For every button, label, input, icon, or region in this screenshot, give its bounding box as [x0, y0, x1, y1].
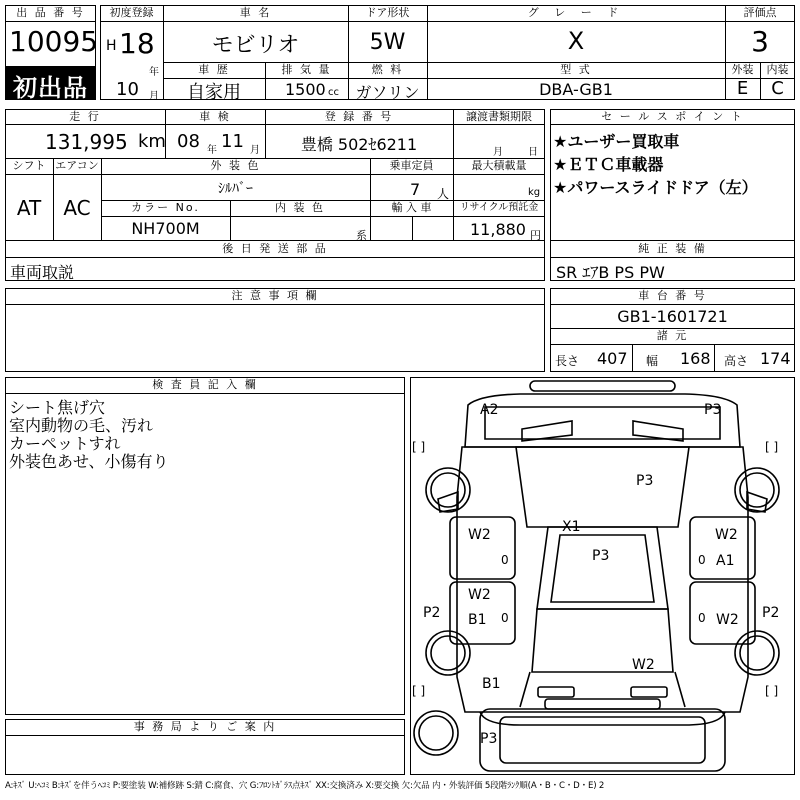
name-header: 車 名	[239, 6, 272, 19]
reg-year: 18	[119, 27, 155, 60]
recycle-fee: 11,880	[470, 220, 526, 239]
dims-header: 諸 元	[656, 329, 689, 342]
model-header: 型 式	[560, 63, 592, 76]
inspection-year: 08	[177, 131, 200, 152]
height-label: 高さ	[724, 354, 749, 368]
inspector-line: シート焦げ穴	[9, 398, 106, 417]
damage-mark: P3	[636, 473, 654, 489]
height: 174	[760, 349, 791, 368]
mileage: 131,995	[45, 130, 128, 154]
inspector-line: 室内動物の毛、汚れ	[9, 416, 154, 435]
genuine-header: 純 正 装 備	[638, 242, 707, 255]
legend: A:ｷｽﾞ U:ﾍｺﾐ B:ｷｽﾞを伴うﾍｺﾐ P:要塗装 W:補修跡 S:錆 C:腐食、穴 G:ﾌﾛﾝﾄｶﾞﾗｽ点ｷｽﾞ XX:交換済み X:要交換 欠:欠品 内・外装評価 5段階ﾗﾝｸ順(A・B・C・D・E) 2	[5, 781, 605, 791]
inspection-header: 車 検	[199, 110, 231, 123]
sales-point: ★ＥＴＣ車載器	[553, 155, 664, 174]
reg-month-unit: 月	[149, 91, 159, 102]
model-code: DBA-GB1	[539, 80, 613, 99]
max-load-header: 最大積載量	[471, 159, 527, 172]
details-box	[5, 109, 545, 241]
damage-mark: P3	[704, 402, 722, 418]
recycle-header: リサイクル預託金	[459, 202, 539, 213]
genuine-equipment: SR ｴｱB PS PW	[556, 263, 665, 282]
color-no-header: カラー No.	[131, 201, 200, 214]
length-label: 長さ	[555, 354, 580, 368]
mileage-unit: km	[138, 131, 166, 152]
score: 3	[751, 25, 769, 58]
ext-color: ｼﾙﾊﾞｰ	[218, 181, 253, 197]
bracket-mark: [ ]	[412, 684, 426, 698]
office-header: 事 務 局 よ り ご 案 内	[133, 720, 277, 733]
lot-header: 出 品 番 号	[16, 6, 85, 19]
ac-header: エアコン	[55, 159, 99, 172]
interior-header: 内装	[766, 63, 789, 76]
inspection-month: 11	[221, 131, 244, 152]
shift: AT	[16, 196, 42, 220]
interior-grade: C	[771, 78, 784, 99]
plate-number: 豊橋 502ｾ6211	[300, 135, 418, 154]
damage-mark: W2	[715, 527, 738, 543]
fuel: ガソリン	[355, 83, 420, 102]
damage-mark: P3	[480, 731, 498, 747]
later-parts-header: 後 日 発 送 部 品	[222, 242, 328, 255]
era: H	[106, 38, 117, 54]
vehicle-history: 自家用	[187, 82, 241, 103]
damage-mark: A2	[480, 402, 499, 418]
recycle-unit: 円	[530, 229, 541, 242]
transfer-month: 月	[493, 147, 503, 158]
zero-mark: 0	[501, 553, 509, 567]
damage-mark: B1	[482, 676, 501, 692]
damage-mark: A1	[716, 553, 735, 569]
color-no: NH700M	[131, 219, 200, 238]
grade-header: グ レ ー ド	[527, 6, 625, 19]
grade: X	[567, 27, 585, 55]
reg-month: 10	[116, 79, 139, 100]
inspection-month-unit: 月	[250, 145, 260, 156]
reg-year-unit: 年	[149, 67, 159, 78]
sales-point: ★ユーザー買取車	[553, 132, 680, 151]
door-header: ドア形状	[365, 6, 410, 19]
ext-color-header: 外 装 色	[210, 159, 261, 172]
exterior-header: 外装	[731, 63, 754, 76]
capacity: 7	[410, 180, 421, 199]
length: 407	[597, 349, 628, 368]
int-color-header: 内 装 色	[275, 201, 325, 214]
damage-mark: P3	[592, 548, 610, 564]
damage-mark: W2	[468, 587, 491, 603]
inspection-year-unit: 年	[207, 145, 217, 156]
ac: AC	[63, 196, 91, 220]
door-type: 5W	[369, 30, 406, 55]
first-reg-header: 初度登録	[109, 6, 154, 19]
inspector-line: カーペットすれ	[9, 434, 121, 453]
first-listing-label: 初出品	[13, 74, 88, 102]
width-label: 幅	[646, 354, 659, 368]
mileage-header: 走 行	[69, 110, 101, 123]
vehicle-name: モビリオ	[211, 33, 300, 58]
displacement-unit: cc	[328, 87, 339, 98]
zero-mark: 0	[501, 611, 509, 625]
transfer-day: 日	[528, 147, 538, 158]
displacement: 1500	[285, 80, 326, 99]
zero-mark: 0	[698, 553, 706, 567]
width: 168	[680, 349, 711, 368]
damage-mark: W2	[632, 657, 655, 673]
capacity-unit: 人	[437, 187, 450, 201]
chassis-number: GB1-1601721	[617, 307, 728, 326]
damage-mark: B1	[468, 612, 487, 628]
inspector-line: 外装色あせ、小傷有り	[9, 452, 169, 471]
zero-mark: 0	[698, 611, 706, 625]
transfer-header: 譲渡書類期限	[466, 110, 532, 123]
damage-mark: P2	[423, 605, 441, 621]
notes-header: 注 意 事 項 欄	[231, 289, 319, 302]
shift-header: シフト	[12, 159, 46, 172]
displacement-header: 排 気 量	[281, 63, 332, 76]
bracket-mark: [ ]	[765, 684, 779, 698]
damage-mark: W2	[468, 527, 491, 543]
sales-point: ★パワースライドドア（左）	[553, 178, 758, 197]
chassis-header: 車 台 番 号	[638, 289, 707, 302]
sales-header: セ ー ル ス ポ イ ン ト	[601, 110, 744, 123]
capacity-header: 乗車定員	[389, 159, 434, 172]
damage-mark: W2	[716, 612, 739, 628]
later-parts-value: 車両取説	[10, 263, 75, 282]
plate-header: 登 録 番 号	[324, 110, 394, 123]
import-header: 輸 入 車	[391, 201, 432, 214]
fuel-header: 燃 料	[371, 63, 404, 76]
int-color-unit: 系	[356, 229, 367, 242]
exterior-grade: E	[736, 78, 749, 99]
history-header: 車 歴	[198, 63, 230, 76]
bracket-mark: [ ]	[765, 440, 779, 454]
damage-mark: X1	[562, 519, 581, 535]
car-diagram	[410, 377, 795, 775]
inspector-header: 検 査 員 記 入 欄	[152, 378, 258, 391]
lot-number: 10095	[9, 25, 99, 58]
score-header: 評価点	[743, 6, 777, 19]
max-load-unit: kg	[528, 187, 541, 198]
bracket-mark: [ ]	[412, 440, 426, 454]
damage-mark: P2	[762, 605, 780, 621]
